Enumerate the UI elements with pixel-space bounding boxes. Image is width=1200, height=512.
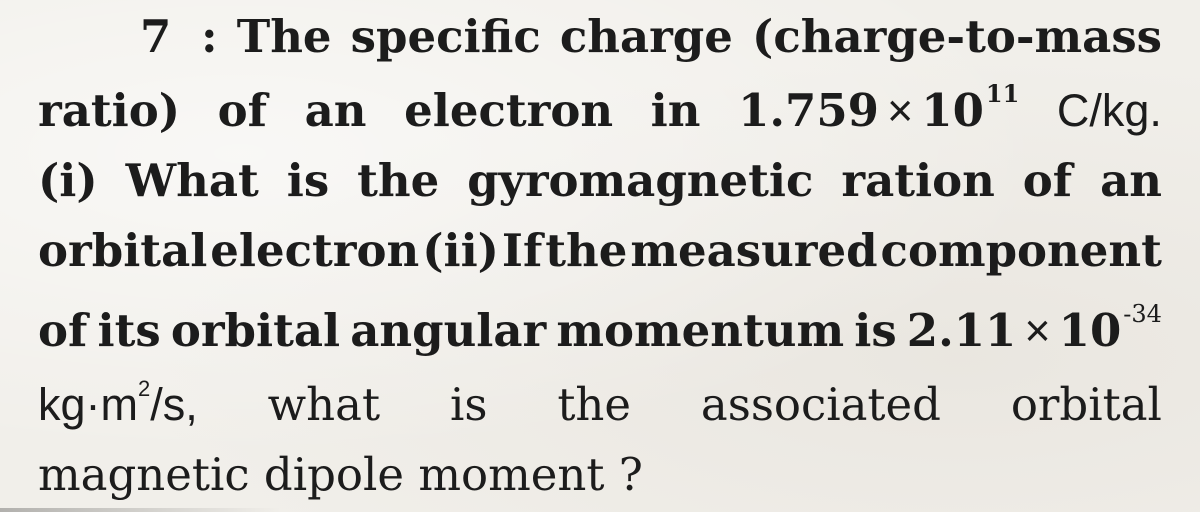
word: an (1100, 154, 1162, 207)
question-line-1 (140, 2, 1162, 72)
word: (charge-to-mass (752, 10, 1162, 63)
unit-tail: /s, (150, 379, 198, 430)
question-line-7 (38, 440, 1162, 510)
power-base: 10 (921, 84, 984, 137)
word: angular (350, 304, 547, 357)
word: what (267, 378, 381, 431)
value-expression (738, 76, 1019, 146)
question-line-3 (38, 146, 1162, 216)
word: measured (630, 224, 878, 277)
word: the (545, 224, 628, 277)
word: of (38, 304, 88, 357)
question-line-6 (38, 370, 1162, 440)
unit-base: kg·m (38, 379, 138, 430)
word: component (880, 224, 1162, 277)
word: is (854, 304, 897, 357)
power-exponent: 11 (985, 79, 1020, 108)
value-expression (907, 296, 1162, 366)
question-line-5 (38, 296, 1162, 366)
word: the (557, 378, 632, 431)
word: is (449, 378, 488, 431)
question-line-4 (38, 216, 1162, 286)
word: the (357, 154, 440, 207)
word: associated (700, 378, 941, 431)
word: its (97, 304, 161, 357)
unit (38, 370, 198, 440)
word: specific (350, 10, 541, 63)
word: (ii) (422, 224, 499, 277)
page-edge-shadow (0, 508, 280, 512)
unit-exponent: 2 (138, 376, 151, 401)
word: The (236, 10, 332, 63)
question-line-2 (38, 76, 1162, 146)
question-number: 7 (140, 10, 172, 63)
word: ratio) (38, 84, 181, 137)
closing-text: magnetic dipole moment ? (38, 448, 643, 501)
word: (i) (38, 154, 98, 207)
word: electron (210, 224, 420, 277)
word: gyromagnetic (467, 154, 814, 207)
times-symbol: × (887, 85, 914, 136)
word: an (304, 84, 367, 137)
word: in (650, 84, 701, 137)
times-symbol: × (1024, 305, 1051, 356)
word: is (286, 154, 330, 207)
word: orbital (170, 304, 341, 357)
word: ration (841, 154, 995, 207)
word: orbital (38, 224, 208, 277)
word: charge (559, 10, 733, 63)
question-number-group (140, 2, 218, 72)
unit: C/kg. (1056, 85, 1162, 136)
mantissa: 2.11 (906, 304, 1017, 357)
word: What (125, 154, 259, 207)
word: orbital (1010, 378, 1162, 431)
question-separator: : (200, 10, 218, 63)
power-base: 10 (1058, 304, 1122, 357)
word: If (501, 224, 543, 277)
word: of (217, 84, 268, 137)
word: electron (404, 84, 614, 137)
mantissa: 1.759 (738, 84, 879, 137)
power-exponent: -34 (1123, 300, 1162, 328)
word: momentum (556, 304, 845, 357)
word: of (1022, 154, 1073, 207)
